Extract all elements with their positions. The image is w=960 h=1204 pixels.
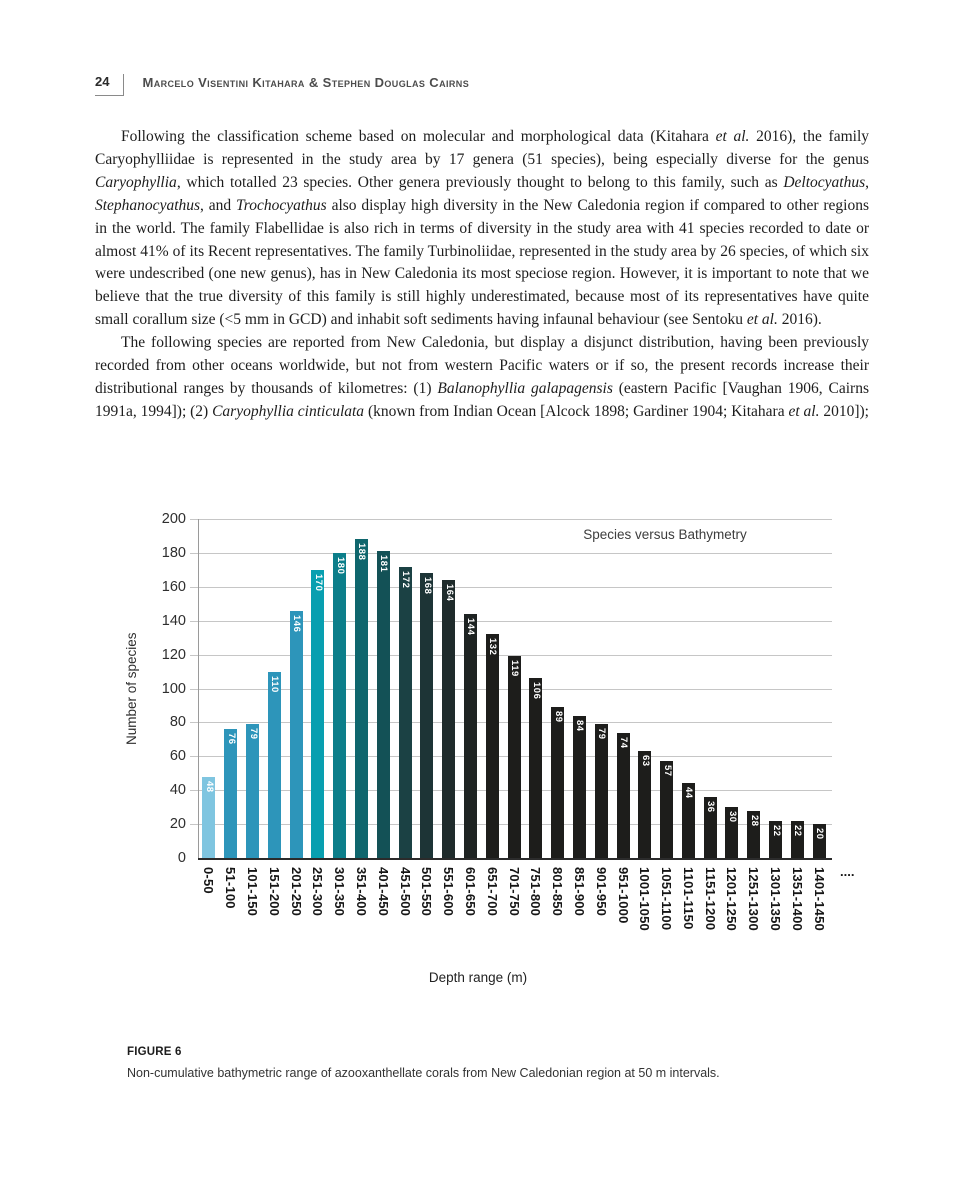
x-tick-label: 51-100	[223, 867, 239, 909]
bar-value-label: 164	[443, 584, 455, 602]
bar-value-label: 172	[400, 570, 411, 588]
bar-value-label: 48	[203, 780, 215, 793]
gridline	[190, 519, 832, 520]
bar	[508, 656, 521, 858]
bar-value-label: 170	[312, 573, 324, 592]
x-tick-label: 701-750	[506, 867, 522, 917]
x-tick-label: 1301-1350	[768, 867, 783, 931]
bar	[464, 614, 477, 858]
bar-value-label: 110	[269, 675, 281, 693]
bar	[268, 672, 281, 859]
bar	[224, 729, 237, 858]
gridline	[190, 621, 832, 622]
y-axis-title: Number of species	[124, 632, 139, 745]
bar	[486, 634, 499, 858]
x-tick-label: 201-250	[288, 867, 304, 917]
bar	[595, 724, 608, 858]
x-tick-label: 101-150	[245, 867, 260, 917]
x-tick-label: 251-300	[310, 867, 326, 917]
x-tick-label: 851-900	[571, 867, 587, 917]
bar-value-label: 84	[574, 719, 586, 732]
paragraph-2: The following species are reported from New Caledonia, but display a disjunct distribution, having been previously recorded from other oceans worldwide, but not from western Pacific waters or if so, the present records increase their distributional ranges by thousands of kilometres: (1) Balanophyllia galapagensis (eastern Pacific [Vaughan 1906, Cairns 1991a, 1994]); (2) Caryophyllia cinticulata (known from Indian Ocean [Alcock 1898; Gardiner 1904; Kitahara et al. 2010]);	[95, 334, 869, 420]
x-tick-label: 151-200	[266, 867, 282, 917]
bar	[355, 539, 368, 858]
bar	[551, 707, 564, 858]
bar-value-label: 22	[792, 824, 804, 837]
bar-value-label: 57	[661, 765, 673, 777]
running-head-authors: Marcelo Visentini Kitahara & Stephen Douglas Cairns	[142, 75, 470, 90]
bar-value-label: 30	[726, 811, 738, 823]
figure-label: FIGURE 6	[127, 1046, 182, 1058]
bar-value-label: 20	[814, 828, 826, 840]
bar	[420, 573, 433, 858]
bar-value-label: 106	[530, 682, 542, 700]
bar-value-label: 76	[225, 733, 237, 745]
x-tick-label: 1001-1050	[637, 867, 653, 931]
chart-title: Species versus Bathymetry	[583, 527, 747, 542]
bar-value-label: 188	[356, 543, 368, 561]
x-tick-label: 551-600	[441, 867, 457, 917]
bar	[573, 716, 586, 858]
bar-value-label: 74	[618, 736, 629, 749]
y-tick-label: 100	[161, 680, 186, 697]
bar-value-label: 181	[378, 555, 390, 573]
x-tick-label: 651-700	[484, 867, 500, 917]
bar-value-label: 36	[705, 801, 717, 813]
y-tick-label: 120	[161, 646, 186, 663]
running-head	[95, 74, 875, 96]
bar-value-label: 63	[639, 755, 651, 767]
y-tick-label: 200	[161, 511, 186, 527]
y-tick-label: 60	[169, 748, 186, 765]
bar-value-label: 79	[247, 728, 259, 740]
paragraph-1: Following the classification scheme based on molecular and morphological data (Kitahara et al. 2016), the family Caryophylliidae is represented in the study area by 17 genera (51 species), being especially diverse for the genus Caryophyllia, which totalled 23 species. Other genera previously thought to belong to this family, such as Deltocyathus, Stephanocyathus, and Trochocyathus also display high diversity in the New Caledonia region if compared to other regions in the world. The family Flabellidae is also rich in terms of diversity in the study area with 41 species recorded to date or almost 41% of its Recent representatives. The family Turbinoliidae, represented in the study area by 26 species, of which six were undescribed (one new genus), has in New Caledonia its most speciose region. However, it is important to note that we believe that the true diversity of this family is still highly underestimated, because most of its representatives have quite small corallum size (<5 mm in GCD) and inhabit soft sediments having infaunal behaviour (see Sentoku et al. 2016).	[95, 128, 869, 329]
x-axis-title: Depth range (m)	[428, 970, 528, 985]
y-tick-label: 40	[169, 782, 186, 799]
y-tick-label: 180	[161, 544, 186, 561]
y-tick-label: 20	[169, 816, 186, 833]
x-tick-label: 751-800	[528, 867, 544, 917]
x-tick-label: 451-500	[397, 867, 413, 917]
bar	[377, 551, 390, 858]
bar-value-label: 168	[421, 577, 433, 595]
x-axis-line	[198, 858, 832, 860]
x-tick-label: 1151-1200	[702, 867, 718, 931]
y-tick-label: 160	[161, 578, 186, 595]
x-tick-label: 601-650	[462, 867, 478, 917]
x-tick-label: 1101-1150	[680, 867, 696, 930]
bar-value-label: 146	[291, 614, 303, 632]
figure-caption: Non-cumulative bathymetric range of azooxanthellate corals from New Caledonian region at 50 m intervals.	[127, 1066, 720, 1080]
bar-value-label: 144	[465, 617, 477, 636]
x-tick-label: 401-450	[375, 867, 391, 917]
gridline	[190, 553, 832, 554]
bar-value-label: 180	[334, 556, 346, 575]
bar	[290, 611, 303, 859]
x-tick-label: 1401-1450	[811, 867, 827, 931]
bar	[399, 567, 412, 859]
bar-value-label: 22	[770, 824, 782, 837]
bar	[333, 553, 346, 858]
x-tick-label: 0-50	[201, 867, 217, 894]
x-axis-overflow-label: ....	[840, 864, 855, 879]
bar-value-label: 119	[509, 660, 520, 678]
x-tick-label: 901-950	[593, 867, 609, 917]
bar-value-label: 89	[552, 711, 564, 723]
figure-caption-block	[127, 1046, 847, 1080]
x-tick-label: 501-550	[419, 867, 435, 917]
y-tick-label: 0	[177, 850, 186, 866]
bathymetry-bar-chart	[0, 500, 960, 1060]
x-tick-label: 301-350	[332, 867, 348, 917]
body-text	[95, 126, 869, 424]
x-tick-label: 801-850	[550, 867, 566, 917]
y-tick-label: 80	[169, 714, 186, 731]
bar-value-label: 44	[683, 787, 695, 799]
x-tick-label: 951-1000	[615, 867, 631, 924]
bar	[529, 678, 542, 858]
x-tick-label: 1201-1250	[724, 867, 740, 931]
x-tick-label: 1051-1100	[659, 867, 675, 931]
bar	[246, 724, 259, 858]
y-tick-label: 140	[161, 612, 186, 629]
bar-value-label: 132	[487, 638, 499, 656]
bar	[311, 570, 324, 858]
x-tick-label: 351-400	[353, 867, 369, 917]
y-axis-line	[198, 519, 199, 858]
bar	[442, 580, 455, 858]
bar-value-label: 28	[748, 814, 760, 827]
gridline	[190, 587, 832, 588]
x-tick-label: 1351-1400	[789, 867, 805, 931]
page-number: 24	[95, 74, 124, 96]
x-tick-label: 1251-1300	[746, 867, 762, 931]
bar	[617, 733, 630, 858]
bar	[638, 751, 651, 858]
bar-value-label: 79	[596, 728, 608, 740]
